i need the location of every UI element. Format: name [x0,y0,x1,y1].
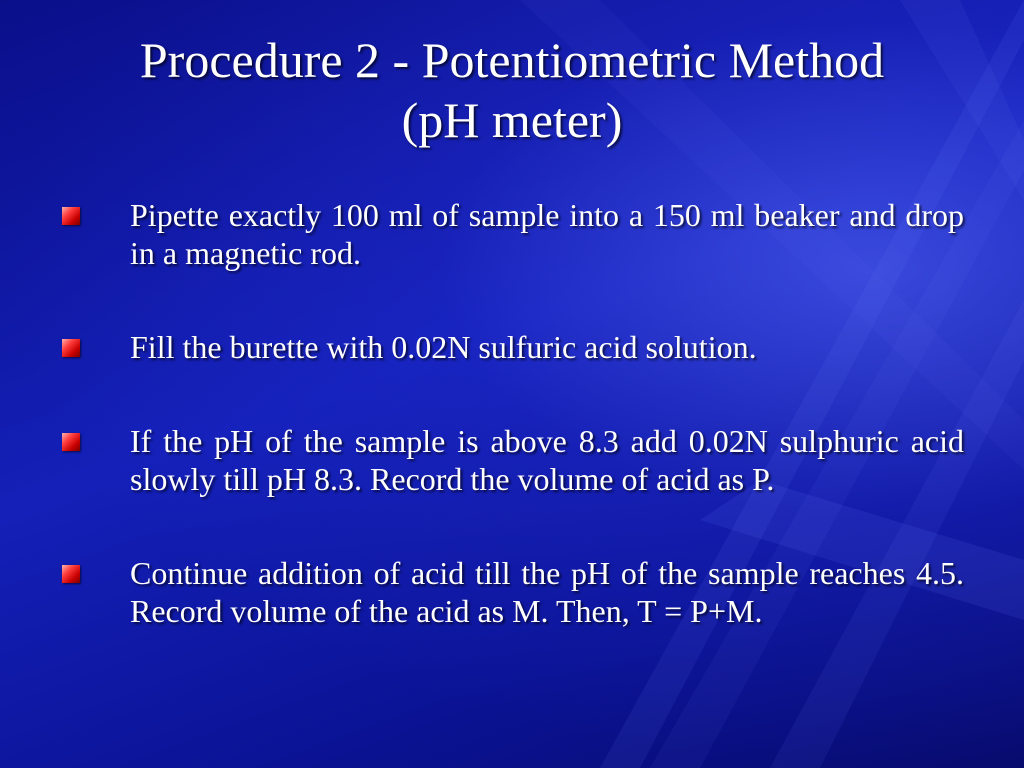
bullet-item [60,328,964,366]
red-square-bullet-icon [62,433,80,451]
slide-title [0,30,1024,150]
red-square-bullet-icon [62,207,80,225]
bullet-text: Pipette exactly 100 ml of sample into a 150 ml beaker and drop in a magnetic rod. [130,197,964,271]
bullet-list [60,196,964,630]
bullet-item [60,196,964,272]
bullet-text: Fill the burette with 0.02N sulfuric acid solution. [130,329,757,365]
bullet-text: Continue addition of acid till the pH of the sample reaches 4.5. Record volume of the acid as M. Then, T = P+M. [130,555,964,629]
red-square-bullet-icon [62,565,80,583]
red-square-bullet-icon [62,339,80,357]
slide-title-line-1: Procedure 2 - Potentiometric Method [139,32,885,88]
bullet-item [60,422,964,498]
slide-title-line-2: (pH meter) [401,92,623,148]
bullet-item [60,554,964,630]
bullet-text: If the pH of the sample is above 8.3 add 0.02N sulphuric acid slowly till pH 8.3. Record the volume of acid as P. [130,423,964,497]
